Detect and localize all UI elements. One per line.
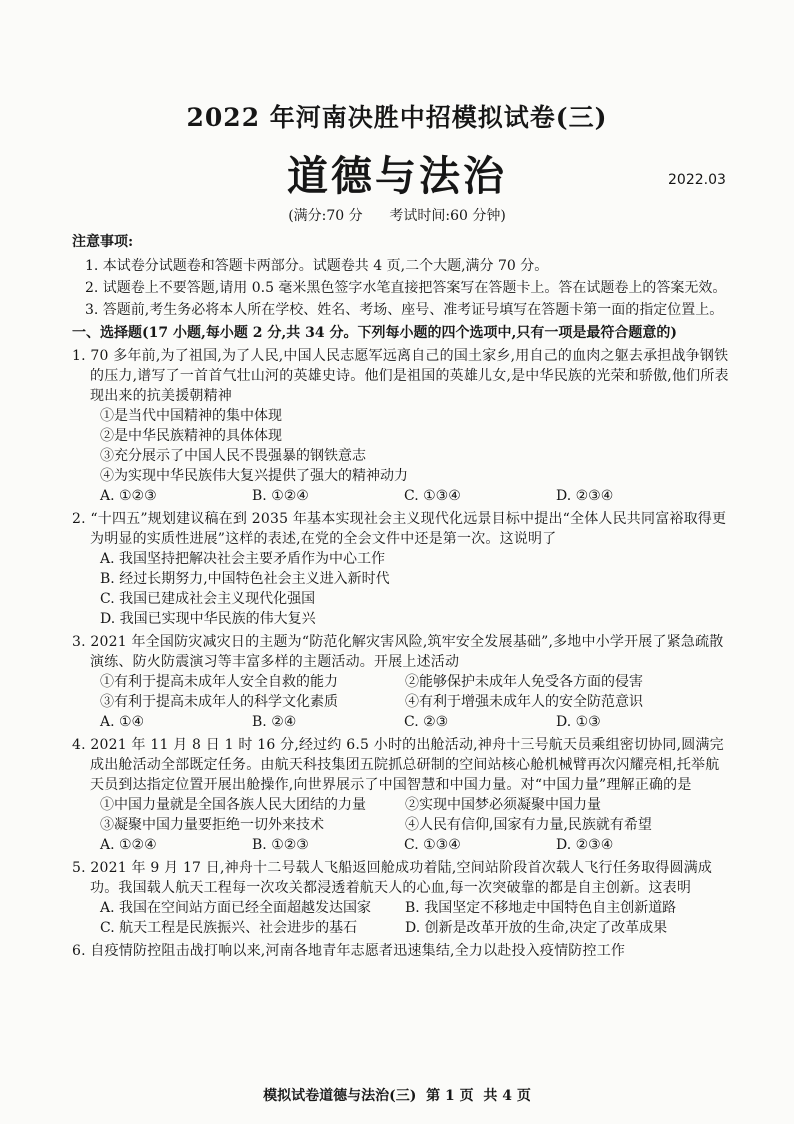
choice-a: A. 我国坚持把解决社会主要矛盾作为中心工作	[100, 551, 386, 567]
statement: ①有利于提高未成年人安全自救的能力	[100, 674, 338, 690]
statement: ③有利于提高未成年人的科学文化素质	[100, 694, 338, 710]
statement: ④人民有信仰,国家有力量,民族就有希望	[405, 817, 652, 833]
exam-body	[72, 232, 732, 961]
choice-a: A. ①②③	[100, 488, 157, 504]
question-2	[72, 509, 732, 629]
notice-title: 注意事项:	[72, 234, 134, 250]
notice-item: 2. 试题卷上不要答题,请用 0.5 毫米黑色签字水笔直接把答案写在答题卡上。答在试题卷上的答案无效。	[85, 280, 727, 296]
choice-d: D. ②③④	[556, 488, 614, 504]
question-3	[72, 632, 732, 732]
choice-c: C. ②③	[404, 714, 449, 730]
question-1	[72, 346, 732, 506]
statement: ②能够保护未成年人免受各方面的侵害	[405, 674, 643, 690]
question-stem: 4. 2021 年 11 月 8 日 1 时 16 分,经过约 6.5 小时的出舱活动,神舟十三号航天员乘组密切协同,圆满完成出舱活动全部既定任务。由航天科技集团五院抓总研制的空间站核心舱机械臂再次闪耀亮相,托举航天员到达指定位置开展出舱操作,向世界展示了中国智慧和中国力量。对“中国力量”理解正确的是	[72, 737, 724, 793]
statement: ③凝聚中国力量要拒绝一切外来技术	[100, 817, 324, 833]
page-footer: 模拟试卷道德与法治(三) 第 1 页 共 4 页	[263, 1088, 531, 1104]
notice-section	[72, 232, 732, 320]
question-5	[72, 858, 732, 938]
exam-title: 2022 年河南决胜中招模拟试卷(三)	[186, 103, 608, 132]
statement: ④为实现中华民族伟大复兴提供了强大的精神动力	[100, 468, 408, 484]
notice-item: 3. 答题前,考生务必将本人所在学校、姓名、考场、座号、准考证号填写在答题卡第一面的指定位置上。	[85, 302, 724, 318]
question-stem: 3. 2021 年全国防灾减灾日的主题为“防范化解灾害风险,筑牢安全发展基础”,多地中小学开展了紧急疏散演练、防火防震演习等丰富多样的主题活动。开展上述活动	[72, 634, 724, 670]
statement: ②实现中国梦必须凝聚中国力量	[405, 797, 601, 813]
choice-a: A. 我国在空间站方面已经全面超越发达国家	[100, 900, 372, 916]
statement: ③充分展示了中国人民不畏强暴的钢铁意志	[100, 448, 366, 464]
choice-c: C. ①③④	[404, 837, 461, 853]
choice-b: B. ①②④	[252, 488, 309, 504]
choice-row	[72, 898, 732, 918]
statement-row	[72, 672, 732, 692]
choice-b: B. ②④	[252, 714, 297, 730]
choice-row	[72, 712, 732, 732]
choice-row	[72, 918, 732, 938]
notice-item: 1. 本试卷分试题卷和答题卡两部分。试题卷共 4 页,二个大题,满分 70 分。	[85, 258, 549, 274]
statement: ①中国力量就是全国各族人民大团结的力量	[100, 797, 366, 813]
choice-c: C. 航天工程是民族振兴、社会进步的基石	[100, 920, 358, 936]
choice-row	[72, 486, 732, 506]
question-stem: 6. 自疫情防控阻击战打响以来,河南各地青年志愿者迅速集结,全力以赴投入疫情防控工作	[72, 943, 626, 959]
choice-d: D. 我国已实现中华民族的伟大复兴	[100, 611, 316, 627]
statement: ②是中华民族精神的具体体现	[100, 428, 282, 444]
statement: ①是当代中国精神的集中体现	[100, 408, 282, 424]
choice-b: B. ①②③	[252, 837, 309, 853]
subject-title: 道德与法治	[287, 152, 507, 200]
choice-b: B. 我国坚定不移地走中国特色自主创新道路	[405, 900, 677, 916]
choice-a: A. ①②④	[100, 837, 157, 853]
question-stem: 1. 70 多年前,为了祖国,为了人民,中国人民志愿军远离自己的国土家乡,用自己的血肉之躯去承担战争钢铁的压力,谱写了一首首气壮山河的英雄史诗。他们是祖国的英雄儿女,是中华民族的光荣和骄傲,他们所表现出来的抗美援朝精神	[72, 348, 729, 404]
choice-row	[72, 835, 732, 855]
exam-date: 2022.03	[668, 172, 726, 188]
choice-d: D. ②③④	[556, 837, 614, 853]
score-time-info: (满分:70 分 考试时间:60 分钟)	[288, 208, 506, 224]
question-stem: 2. “十四五”规划建议稿在到 2035 年基本实现社会主义现代化远景目标中提出“全体人民共同富裕取得更为明显的实质性进展”这样的表述,在党的全会文件中还是第一次。这说明了	[72, 511, 727, 547]
section-heading: 一、选择题(17 小题,每小题 2 分,共 34 分。下列每小题的四个选项中,只有一项是最符合题意的)	[72, 325, 677, 341]
statement-row	[72, 795, 732, 815]
question-stem: 5. 2021 年 9 月 17 日,神舟十二号载人飞船返回舱成功着陆,空间站阶段首次载人飞行任务取得圆满成功。我国载人航天工程每一次攻关都浸透着航天人的心血,每一次突破靠的都是自主创新。这表明	[72, 860, 713, 896]
choice-c: C. 我国已建成社会主义现代化强国	[100, 591, 316, 607]
question-4	[72, 735, 732, 855]
choice-c: C. ①③④	[404, 488, 461, 504]
statement-row	[72, 692, 732, 712]
statement-row	[72, 815, 732, 835]
choice-b: B. 经过长期努力,中国特色社会主义进入新时代	[100, 571, 390, 587]
choice-a: A. ①④	[100, 714, 145, 730]
choice-d: D. 创新是改革开放的生命,决定了改革成果	[405, 920, 668, 936]
question-6	[72, 941, 732, 961]
choice-d: D. ①③	[556, 714, 601, 730]
statement: ④有利于增强未成年人的安全防范意识	[405, 694, 643, 710]
